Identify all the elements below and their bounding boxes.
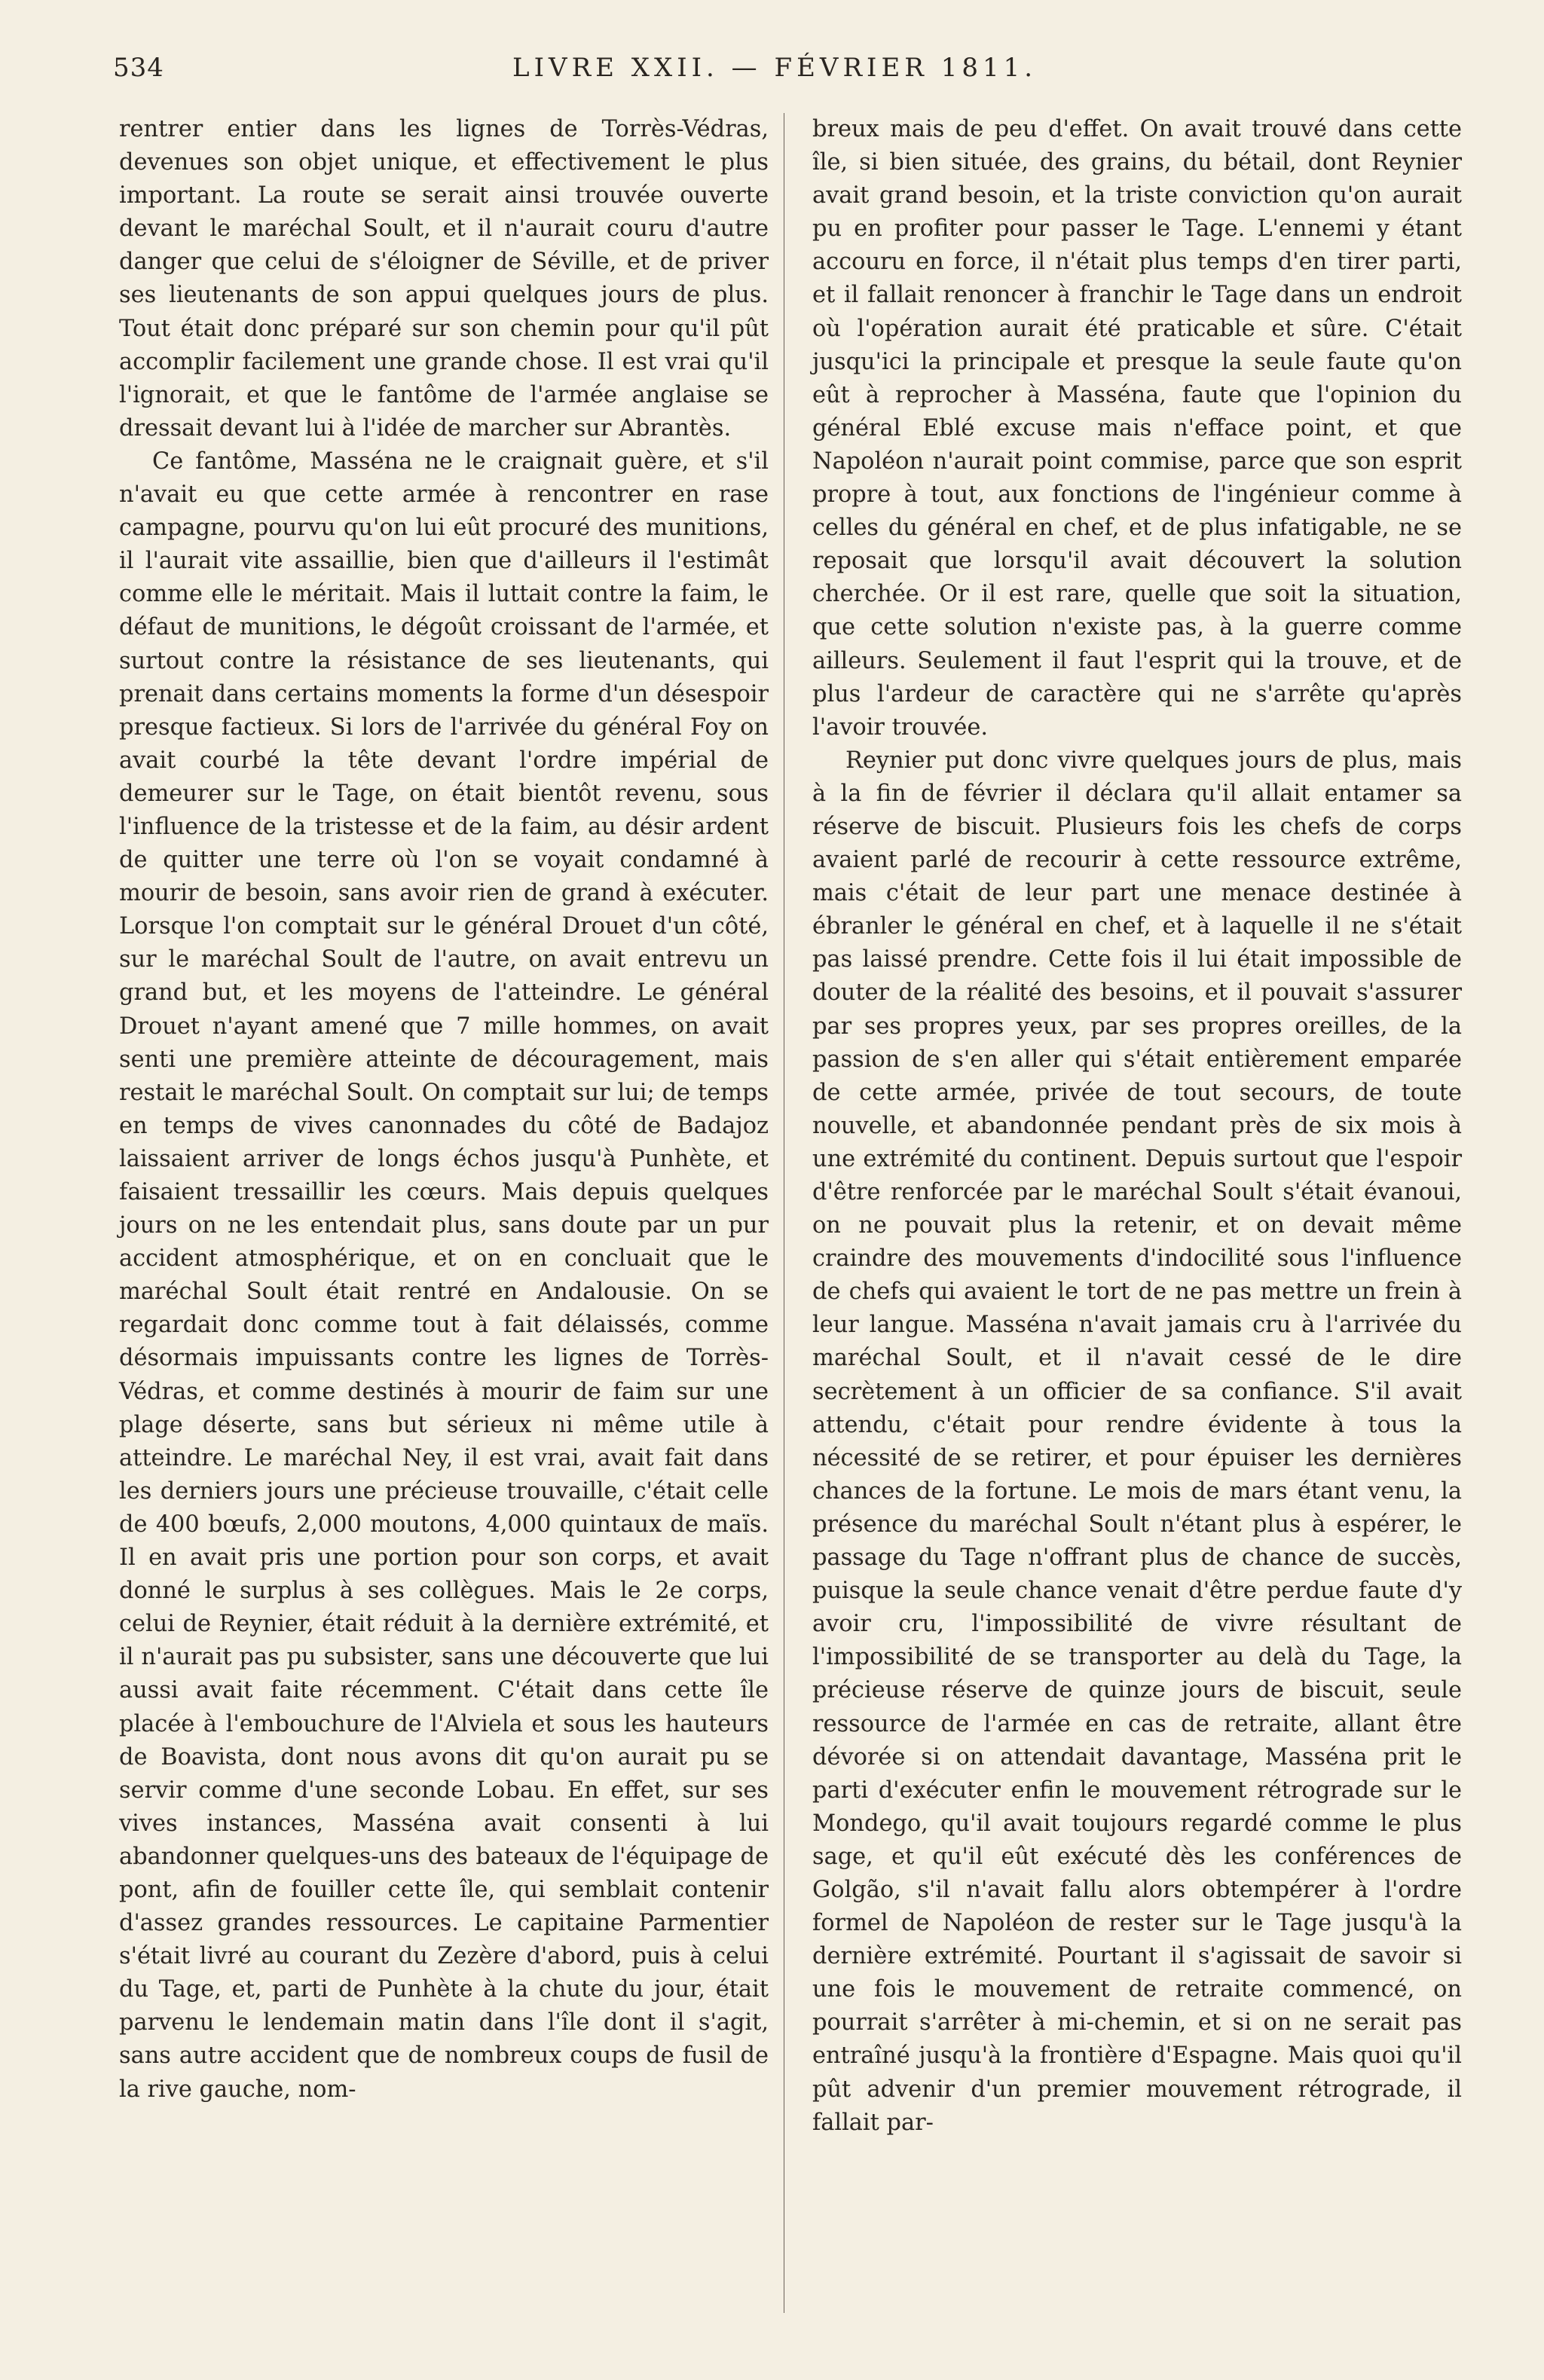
running-head: LIVRE XXII. — FÉVRIER 1811.	[512, 53, 1038, 83]
page-header	[113, 53, 1454, 98]
paragraph: Reynier put donc vivre quelques jours de plus, mais à la fin de février il déclara qu'il allait entamer sa réserve de biscuit. Plusieurs fois les chefs de corps avaient parlé de recourir à cette ressource extrême, mais c'était de leur part une menace destinée à ébranler le général en chef, et à laquelle il ne s'était pas laissé prendre. Cette fois il lui était impossible de douter de la réalité des besoins, et il pouvait s'assurer par ses propres yeux, par ses propres oreilles, de la passion de s'en aller qui s'était entièrement emparée de cette armée, privée de tout secours, de toute nouvelle, et abandonnée pendant près de six mois à une extrémité du continent. Depuis surtout que l'espoir d'être renforcée par le maréchal Soult s'était évanoui, on ne pouvait plus la retenir, et on devait même craindre des mouvements d'indocilité sous l'influence de chefs qui avaient le tort de ne pas mettre un frein à leur langue. Masséna n'avait jamais cru à l'arrivée du maréchal Soult, et il n'avait cessé de le dire secrètement à un officier de sa confiance. S'il avait attendu, c'était pour rendre évidente à tous la nécessité de se retirer, et pour épuiser les dernières chances de la fortune. Le mois de mars étant venu, la présence du maréchal Soult n'étant plus à espérer, le passage du Tage n'offrant plus de chance de succès, puisque la seule chance venait d'être perdue faute d'y avoir cru, l'impossibilité de vivre résultant de l'impossibilité de se transporter au delà du Tage, la précieuse réserve de quinze jours de biscuit, seule ressource de l'armée en cas de retraite, allant être dévorée si on attendait davantage, Masséna prit le parti d'exécuter enfin le mouvement rétrograde sur le Mondego, qu'il avait toujours regardé comme le plus sage, et qu'il eût exécuté dès les conférences de Golgão, s'il n'avait fallu alors obtempérer à l'ordre formel de Napoléon de rester sur le Tage jusqu'à la dernière extrémité. Pourtant il s'agissait de savoir si une fois le mouvement de retraite commencé, on pourrait s'arrêter à mi-chemin, et si on ne serait pas entraîné jusqu'à la frontière d'Espagne. Mais quoi qu'il pût advenir d'un premier mouvement rétrograde, il fallait par-	[812, 747, 1462, 2136]
right-text-column	[812, 113, 1462, 2140]
page-number: 534	[113, 53, 164, 83]
paragraph: breux mais de peu d'effet. On avait trouvé dans cette île, si bien située, des grains, du bétail, dont Reynier avait grand besoin, et la triste conviction qu'on aurait pu en profiter pour passer le Tage. L'ennemi y étant accouru en force, il n'était plus temps d'en tirer parti, et il fallait renoncer à franchir le Tage dans un endroit où l'opération aurait été praticable et sûre. C'était jusqu'ici la principale et presque la seule faute qu'on eût à reprocher à Masséna, faute que l'opinion du général Eblé excuse mais n'efface point, et que Napoléon n'aurait point commise, parce que son esprit propre à tout, aux fonctions de l'ingénieur comme à celles du général en chef, et de plus infatigable, ne se reposait que lorsqu'il avait découvert la solution cherchée. Or il est rare, quelle que soit la situation, que cette solution n'existe pas, à la guerre comme ailleurs. Seulement il faut l'esprit qui la trouve, et de plus l'ardeur de caractère qui ne s'arrête qu'après l'avoir trouvée.	[812, 116, 1462, 741]
paragraph: rentrer entier dans les lignes de Torrès-Védras, devenues son objet unique, et effectivement le plus important. La route se serait ainsi trouvée ouverte devant le maréchal Soult, et il n'aurait couru d'autre danger que celui de s'éloigner de Séville, et de priver ses lieutenants de son appui quelques jours de plus. Tout était donc préparé sur son chemin pour qu'il pût accomplir facilement une grande chose. Il est vrai qu'il l'ignorait, et que le fantôme de l'armée anglaise se dressait devant lui à l'idée de marcher sur Abrantès.	[119, 116, 769, 441]
paragraph: Ce fantôme, Masséna ne le craignait guère, et s'il n'avait eu que cette armée à rencontrer en rase campagne, pourvu qu'on lui eût procuré des munitions, il l'aurait vite assaillie, bien que d'ailleurs il l'estimât comme elle le méritait. Mais il luttait contre la faim, le défaut de munitions, le dégoût croissant de l'armée, et surtout contre la résistance de ses lieutenants, qui prenait dans certains moments la forme d'un désespoir presque factieux. Si lors de l'arrivée du général Foy on avait courbé la tête devant l'ordre impérial de demeurer sur le Tage, on était bientôt revenu, sous l'influence de la tristesse et de la faim, au désir ardent de quitter une terre où l'on se voyait condamné à mourir de besoin, sans avoir rien de grand à exécuter. Lorsque l'on comptait sur le général Drouet d'un côté, sur le maréchal Soult de l'autre, on avait entrevu un grand but, et les moyens de l'atteindre. Le général Drouet n'ayant amené que 7 mille hommes, on avait senti une première atteinte de découragement, mais restait le maréchal Soult. On comptait sur lui; de temps en temps de vives canonnades du côté de Badajoz laissaient arriver de longs échos jusqu'à Punhète, et faisaient tressaillir les cœurs. Mais depuis quelques jours on ne les entendait plus, sans doute par un pur accident atmosphérique, et on en concluait que le maréchal Soult était rentré en Andalousie. On se regardait donc comme tout à fait délaissés, comme désormais impuissants contre les lignes de Torrès-Védras, et comme destinés à mourir de faim sur une plage déserte, sans but sérieux ni même utile à atteindre. Le maréchal Ney, il est vrai, avait fait dans les derniers jours une précieuse trouvaille, c'était celle de 400 bœufs, 2,000 moutons, 4,000 quintaux de maïs. Il en avait pris une portion pour son corps, et avait donné le surplus à ses collègues. Mais le 2e corps, celui de Reynier, était réduit à la dernière extrémité, et il n'aurait pas pu subsister, sans une découverte que lui aussi avait faite récemment. C'était dans cette île placée à l'embouchure de l'Alviela et sous les hauteurs de Boavista, dont nous avons dit qu'on aurait pu se servir comme d'une seconde Lobau. En effet, sur ses vives instances, Masséna avait consenti à lui abandonner quelques-uns des bateaux de l'équipage de pont, afin de fouiller cette île, qui semblait contenir d'assez grandes ressources. Le capitaine Parmentier s'était livré au courant du Zezère d'abord, puis à celui du Tage, et, parti de Punhète à la chute du jour, était parvenu le lendemain matin dans l'île dont il s'agit, sans autre accident que de nombreux coups de fusil de la rive gauche, nom-	[119, 448, 769, 2103]
left-text-column	[119, 113, 769, 2107]
